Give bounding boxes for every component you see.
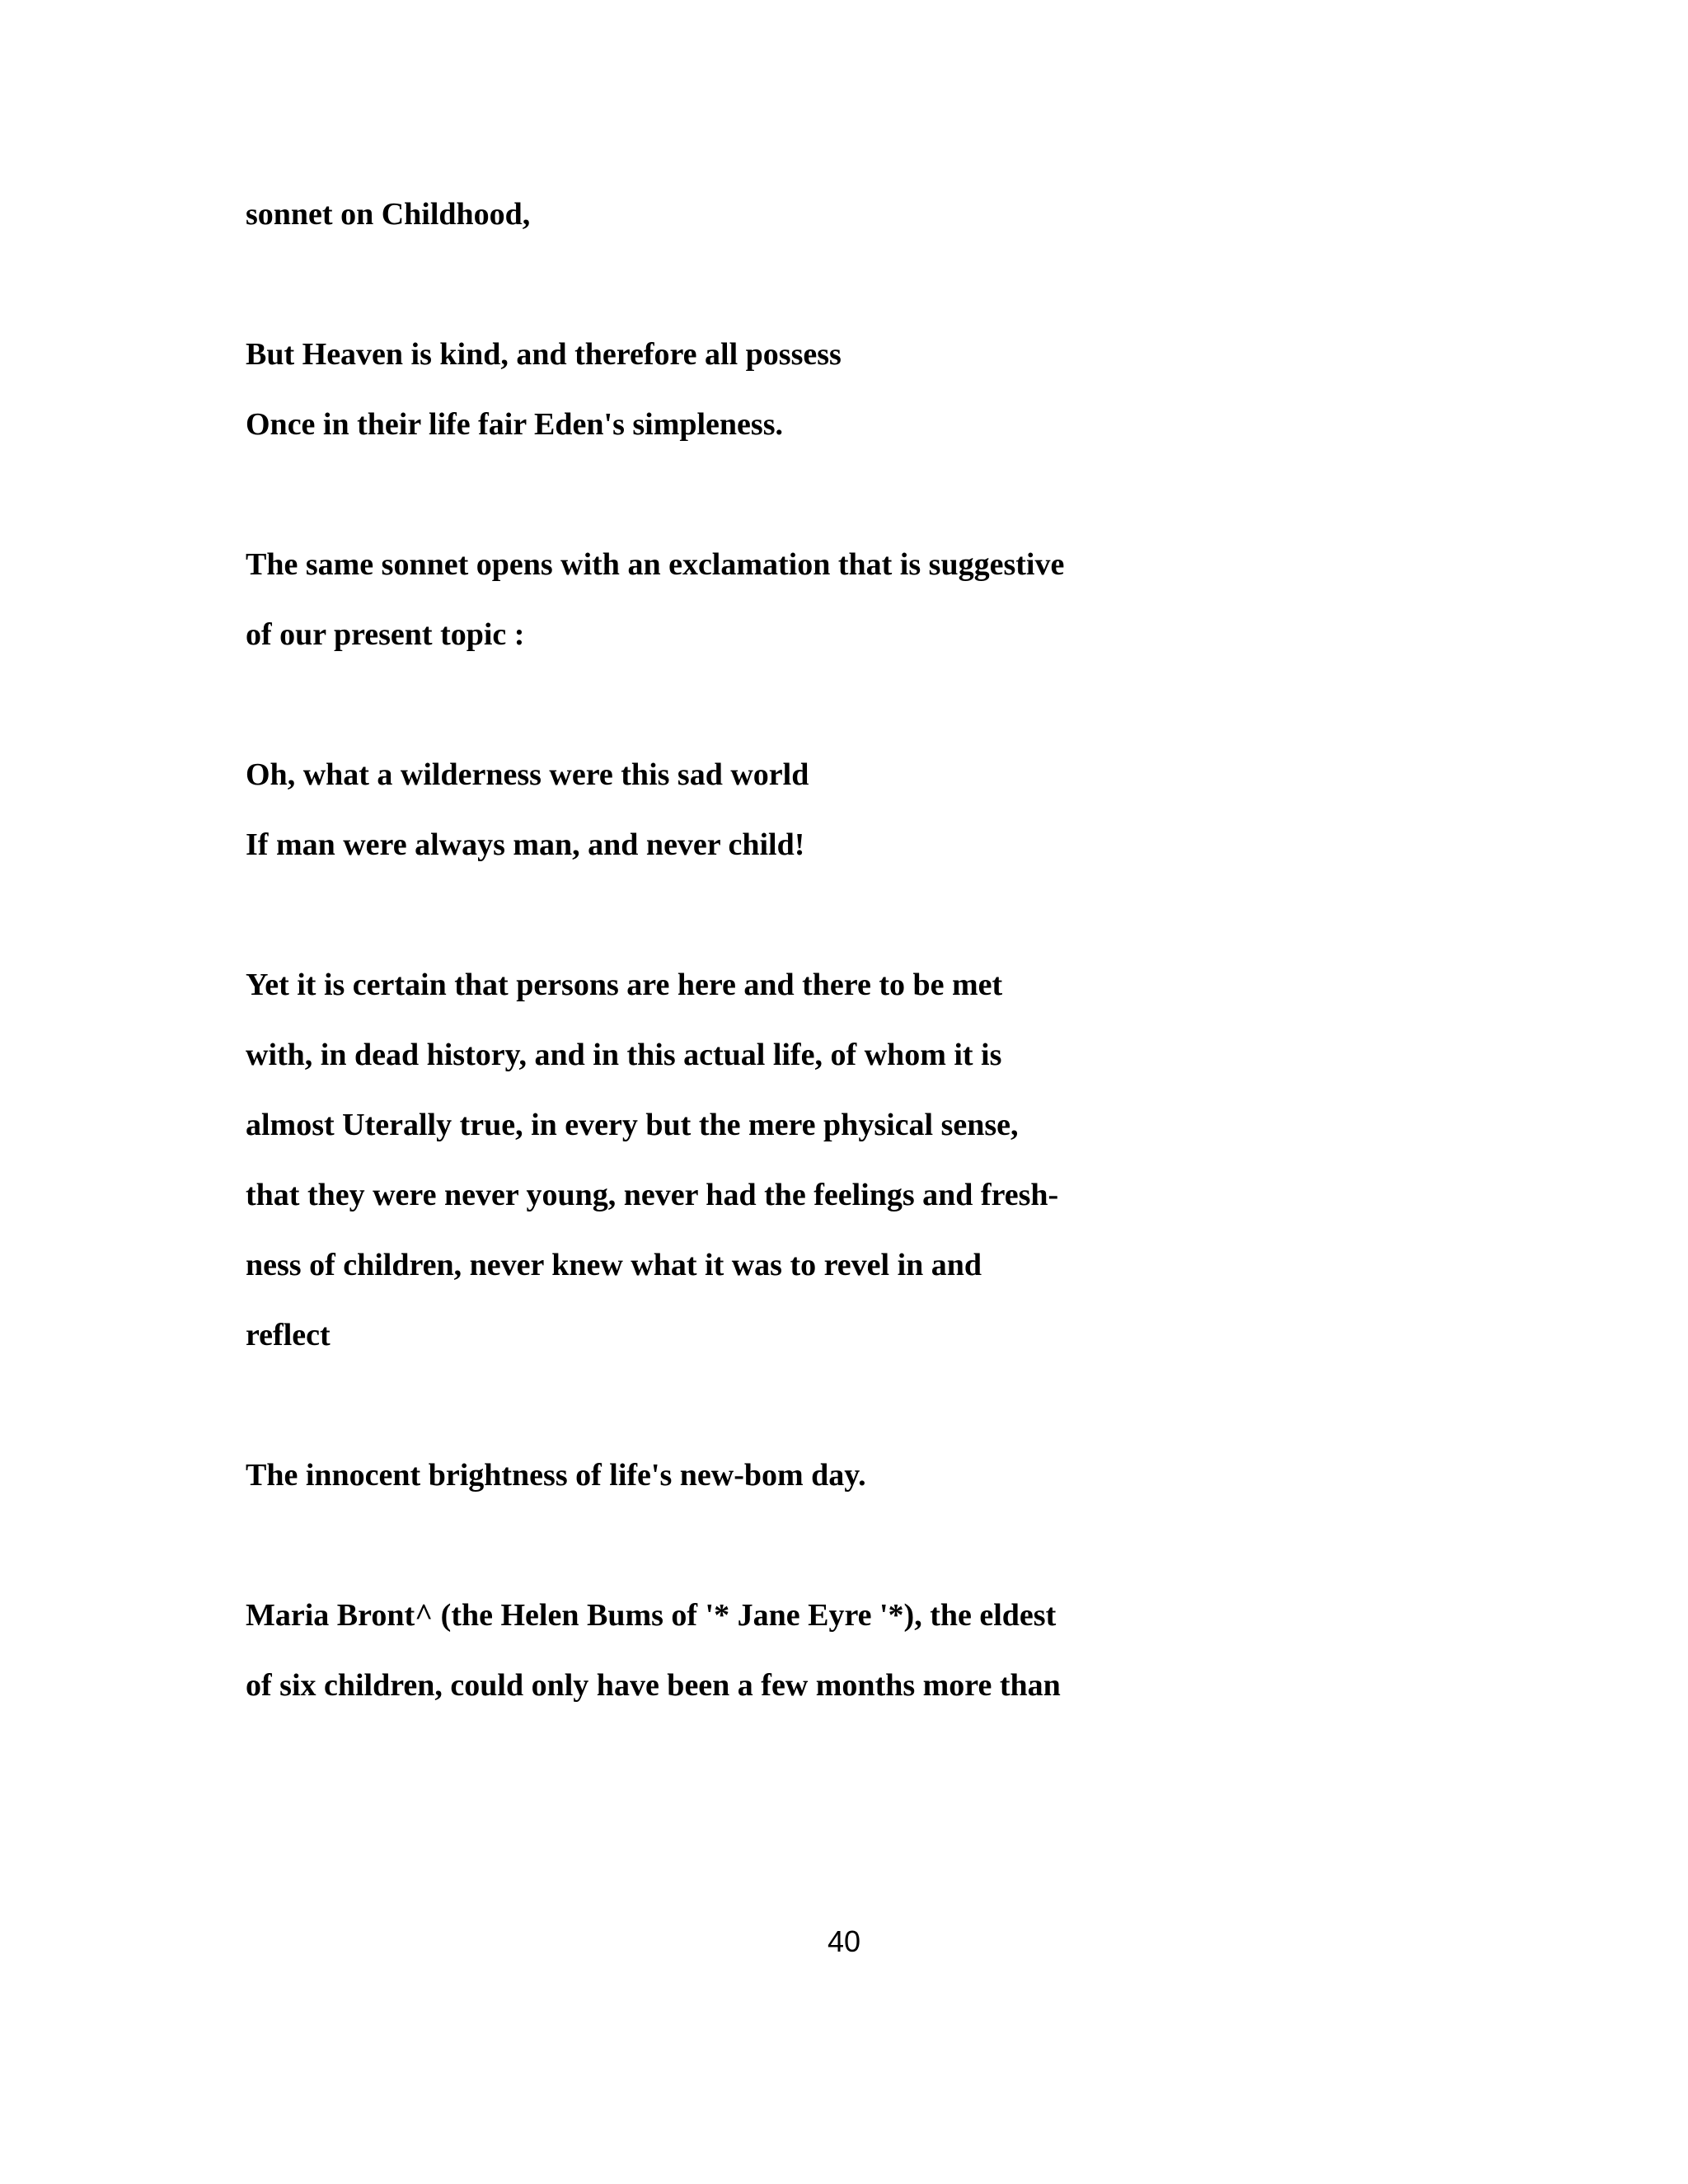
text-line-8: Yet it is certain that persons are here and there to be met bbox=[246, 968, 1003, 1002]
text-line-5: of our present topic : bbox=[246, 617, 525, 652]
text-line-10: almost Uterally true, in every but the mere physical sense, bbox=[246, 1108, 1019, 1142]
text-line-12: ness of children, never knew what it was to revel in and bbox=[246, 1248, 982, 1282]
text-line-3: Once in their life fair Eden's simpleness. bbox=[246, 407, 783, 442]
text-line-11: that they were never young, never had the feelings and fresh- bbox=[246, 1178, 1059, 1212]
text-line-6: Oh, what a wilderness were this sad world bbox=[246, 757, 809, 792]
text-line-15: Maria Bront^ (the Helen Bums of '* Jane Eyre '*), the eldest bbox=[246, 1598, 1057, 1633]
text-line-13: reflect bbox=[246, 1318, 331, 1352]
text-line-14: The innocent brightness of life's new-bom day. bbox=[246, 1458, 866, 1493]
text-line-7: If man were always man, and never child! bbox=[246, 827, 805, 862]
text-line-2: But Heaven is kind, and therefore all possess bbox=[246, 337, 842, 372]
text-line-4: The same sonnet opens with an exclamation that is suggestive bbox=[246, 547, 1065, 582]
text-line-1: sonnet on Childhood, bbox=[246, 197, 531, 232]
text-line-9: with, in dead history, and in this actual life, of whom it is bbox=[246, 1038, 1002, 1072]
page-number: 40 bbox=[827, 1924, 861, 1958]
text-line-16: of six children, could only have been a few months more than bbox=[246, 1668, 1061, 1703]
